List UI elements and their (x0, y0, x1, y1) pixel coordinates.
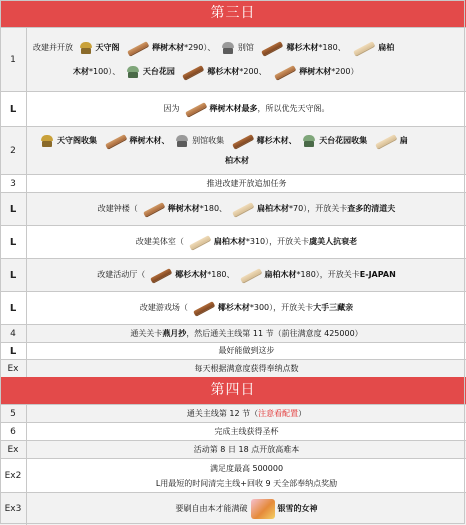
table-row (0, 404, 466, 422)
text: 天台花园收集 (319, 136, 368, 145)
material-label: 椰杉木材 (286, 43, 319, 52)
step-number: 2 (10, 145, 16, 156)
zelkova-wood-icon (125, 40, 149, 56)
highlight: 榉树木材最多 (209, 104, 258, 113)
craft-essence-icon (251, 499, 275, 519)
table-row (0, 458, 466, 492)
cedar-wood-icon (230, 133, 254, 149)
step-content (26, 92, 466, 126)
table-row (0, 440, 466, 458)
material-label: 扁柏木材 (213, 237, 246, 246)
text: 通关关卡 (130, 328, 163, 338)
cypress-wood-icon (230, 201, 254, 217)
zelkova-wood-icon (272, 64, 296, 80)
sub-step-marker: L (9, 103, 17, 115)
material-label: 椰杉木材、 (256, 136, 297, 145)
text: 通关主线第 12 节（ (186, 408, 259, 418)
table-row (0, 359, 466, 377)
material-label: 扁柏 (378, 43, 395, 52)
sub-step-marker: L (9, 236, 17, 248)
table-row (0, 126, 466, 174)
table-row (0, 27, 466, 91)
warning-text: 注意看配置 (258, 408, 299, 418)
step-content (26, 259, 466, 291)
material-label: 柏木材 (225, 156, 249, 165)
step-content: 最好能做到这步 (26, 343, 466, 359)
annex-icon (220, 41, 236, 55)
step-number: 3 (10, 178, 16, 189)
step-content (26, 193, 466, 225)
text: 别馆收集 (192, 136, 225, 145)
line (33, 36, 466, 60)
tenshukaku-icon (78, 41, 94, 55)
text: 改建美体室（ (135, 237, 184, 246)
step-content (26, 226, 466, 258)
text: *310），开放关卡 (245, 237, 310, 246)
day4-header (0, 377, 466, 404)
zelkova-wood-icon (141, 201, 165, 217)
material-label: 榉树木材、 (129, 136, 170, 145)
text: 改建活动厅（ (97, 270, 146, 279)
day4-title: 第四日 (210, 382, 256, 398)
step-content (26, 127, 466, 174)
sub-step-marker: L (9, 345, 17, 357)
text: L用最短的时间清完主线+回收 9 天全部奉纳点奖励 (155, 478, 338, 488)
table-row (0, 342, 466, 359)
table-row (0, 324, 466, 342)
cedar-wood-icon (148, 267, 172, 283)
roof-garden-label: 天台花园 (142, 67, 175, 76)
sub-step-marker: L (9, 269, 17, 281)
text: ，然后通关主线第 11 节（前往满意度 425000） (186, 328, 363, 338)
amount: *180、 (199, 204, 228, 213)
day3-header (0, 0, 466, 27)
material-label: 椰杉木材 (217, 303, 250, 312)
tenshukaku-icon (39, 134, 55, 148)
cedar-wood-icon (180, 64, 204, 80)
cypress-wood-icon (351, 40, 375, 56)
day3-title: 第三日 (210, 5, 256, 21)
text: *70），开放关卡 (289, 204, 348, 213)
zelkova-wood-icon (183, 101, 207, 117)
step-content (26, 28, 466, 91)
table-row (0, 192, 466, 225)
zelkova-wood-icon (103, 133, 127, 149)
roof-garden-icon (125, 65, 141, 79)
cypress-wood-icon (373, 133, 397, 149)
step-number: 1 (10, 54, 16, 65)
step-content: 完成主线获得圣杯 (26, 423, 466, 440)
roof-garden-icon (301, 134, 317, 148)
material-label: 木材 (73, 67, 89, 76)
text: *180），开放关卡 (296, 270, 360, 279)
step-number: Ex3 (4, 504, 22, 514)
material-label: 椰杉木材 (207, 67, 240, 76)
step-content (26, 493, 466, 525)
table-row (0, 422, 466, 440)
text: ，所以优先天守阁。 (257, 104, 330, 113)
step-number: Ex2 (4, 470, 22, 481)
amount: *200、 (239, 67, 267, 76)
stage-name: 大手三藏亲 (313, 303, 354, 312)
step-content (26, 459, 466, 492)
text: ） (298, 408, 307, 418)
text: 天守阁收集 (57, 136, 97, 145)
line (37, 151, 466, 171)
material-label: 扁柏木材 (264, 270, 297, 279)
step-number: Ex (7, 363, 19, 374)
text: 改建游戏场（ (139, 303, 188, 312)
step-content (26, 405, 466, 422)
stage-name: E-JAPAN (359, 270, 396, 279)
sub-step-marker: L (9, 302, 17, 314)
table-row (0, 91, 466, 126)
material-label: 榉树木材 (299, 67, 332, 76)
stage-name: 查多的清道夫 (347, 204, 396, 213)
step-number: Ex (7, 444, 19, 455)
table-row (0, 174, 466, 192)
cypress-wood-icon (187, 234, 211, 250)
text: 改建钟楼（ (97, 204, 138, 213)
table-row (0, 225, 466, 258)
amount: *200） (331, 67, 359, 76)
text: 改建并开放 (33, 43, 73, 52)
text: 要刷自由本才能满破 (175, 504, 248, 513)
step-number: 4 (10, 328, 16, 339)
step-number: 5 (10, 408, 16, 419)
material-label: 扁柏木材 (257, 204, 290, 213)
step-content: 活动第 8 日 18 点开放高难本 (26, 441, 466, 458)
step-content: 每天根据满意度获得奉纳点数 (26, 360, 466, 377)
cedar-wood-icon (259, 40, 283, 56)
material-label: 扁 (399, 136, 408, 145)
stage-name: 虞美人抗衰老 (309, 237, 358, 246)
step-number: 6 (10, 426, 16, 437)
step-content (26, 292, 466, 324)
table-row (0, 492, 466, 525)
amount: *180、 (207, 270, 235, 279)
craft-essence-name: 银雪的女神 (277, 504, 318, 513)
cedar-wood-icon (191, 300, 215, 316)
line (33, 60, 466, 84)
step-content: 推进改建开放追加任务 (26, 175, 466, 192)
amount: *100）、 (89, 67, 121, 76)
table-row (0, 258, 466, 291)
line (37, 131, 466, 151)
step-content (26, 325, 466, 342)
material-label: 椰杉木材 (175, 270, 208, 279)
annex-icon (174, 134, 190, 148)
amount: *180、 (318, 43, 346, 52)
tenshukaku-label: 天守阁 (95, 43, 120, 52)
amount: *290）、 (184, 43, 216, 52)
stage-name: 燕月抄 (162, 328, 187, 338)
text: 满足度最高 500000 (209, 463, 284, 473)
table-row (0, 291, 466, 324)
sub-step-marker: L (9, 203, 17, 215)
text: *300），开放关卡 (249, 303, 314, 312)
text: 因为 (163, 104, 180, 113)
annex-label: 别馆 (237, 43, 254, 52)
material-label: 榉树木材 (167, 204, 200, 213)
material-label: 榉树木材 (152, 43, 185, 52)
cypress-wood-icon (238, 267, 262, 283)
